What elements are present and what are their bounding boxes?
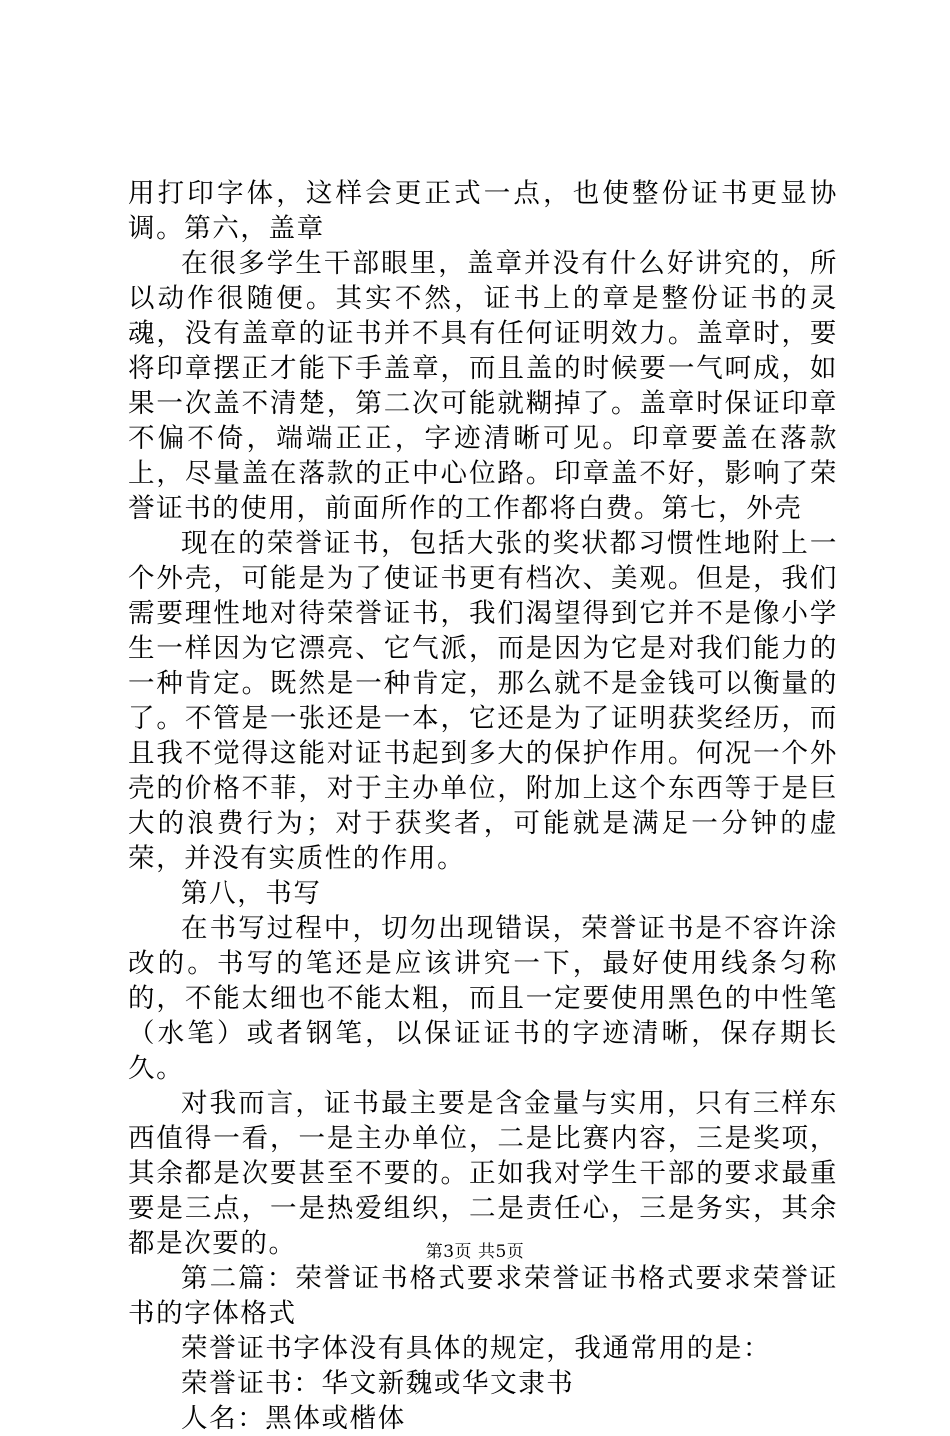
paragraph-name-font: 人名：黑体或楷体 xyxy=(181,1403,406,1434)
paragraph-certificate-font: 荣誉证书：华文新魏或华文隶书 xyxy=(181,1368,575,1399)
paragraph-font-and-seal-heading: 用打印字体，这样会更正式一点，也使整份证书更显协调。第六，盖章 xyxy=(128,178,838,244)
paragraph-cover: 现在的荣誉证书，包括大张的奖状都习惯性地附上一个外壳，可能是为了使证书更有档次、美观。但是，我们需要理性地对待荣誉证书，我们渴望得到它并不是像小学生一样因为它漂亮、它气派，而是因为它是对我们能力的一种肯定。既然是一种肯定，那么就不是金钱可以衡量的了。不管是一张还是一本，它还是为了证明获奖经历，而且我不觉得这能对证书起到多大的保护作用。何况一个外壳的价格不菲，对于主办单位，附加上这个东西等于是巨大的浪费行为；对于获奖者，可能就是满足一分钟的虚荣，并没有实质性的作用。 xyxy=(128,528,838,874)
page-number-footer: 第3页 共5页 xyxy=(425,1242,525,1262)
paragraph-seal: 在很多学生干部眼里，盖章并没有什么好讲究的，所以动作很随便。其实不然，证书上的章是整份证书的灵魂，没有盖章的证书并不具有任何证明效力。盖章时，要将印章摆正才能下手盖章，而且盖的时候要一气呵成，如果一次盖不清楚，第二次可能就糊掉了。盖章时保证印章不偏不倚，端端正正，字迹清晰可见。印章要盖在落款上，尽量盖在落款的正中心位路。印章盖不好，影响了荣誉证书的使用，前面所作的工作都将白费。第七，外壳 xyxy=(128,248,838,524)
paragraph-font-intro: 荣誉证书字体没有具体的规定，我通常用的是： xyxy=(181,1333,772,1364)
paragraph-writing: 在书写过程中，切勿出现错误，荣誉证书是不容许涂改的。书写的笔还是应该讲究一下，最好使用线条匀称的，不能太细也不能太粗，而且一定要使用黑色的中性笔（水笔）或者钢笔，以保证证书的字迹清晰，保存期长久。 xyxy=(128,913,838,1084)
heading-part-two: 第二篇：荣誉证书格式要求荣誉证书格式要求荣誉证书的字体格式 xyxy=(128,1263,838,1329)
heading-writing: 第八，书写 xyxy=(181,878,322,909)
paragraph-opinion: 对我而言，证书最主要是含金量与实用，只有三样东西值得一看，一是主办单位，二是比赛内容，三是奖项，其余都是次要甚至不要的。正如我对学生干部的要求最重要是三点，一是热爱组织，二是责任心，三是务实，其余都是次要的。 xyxy=(128,1088,838,1259)
